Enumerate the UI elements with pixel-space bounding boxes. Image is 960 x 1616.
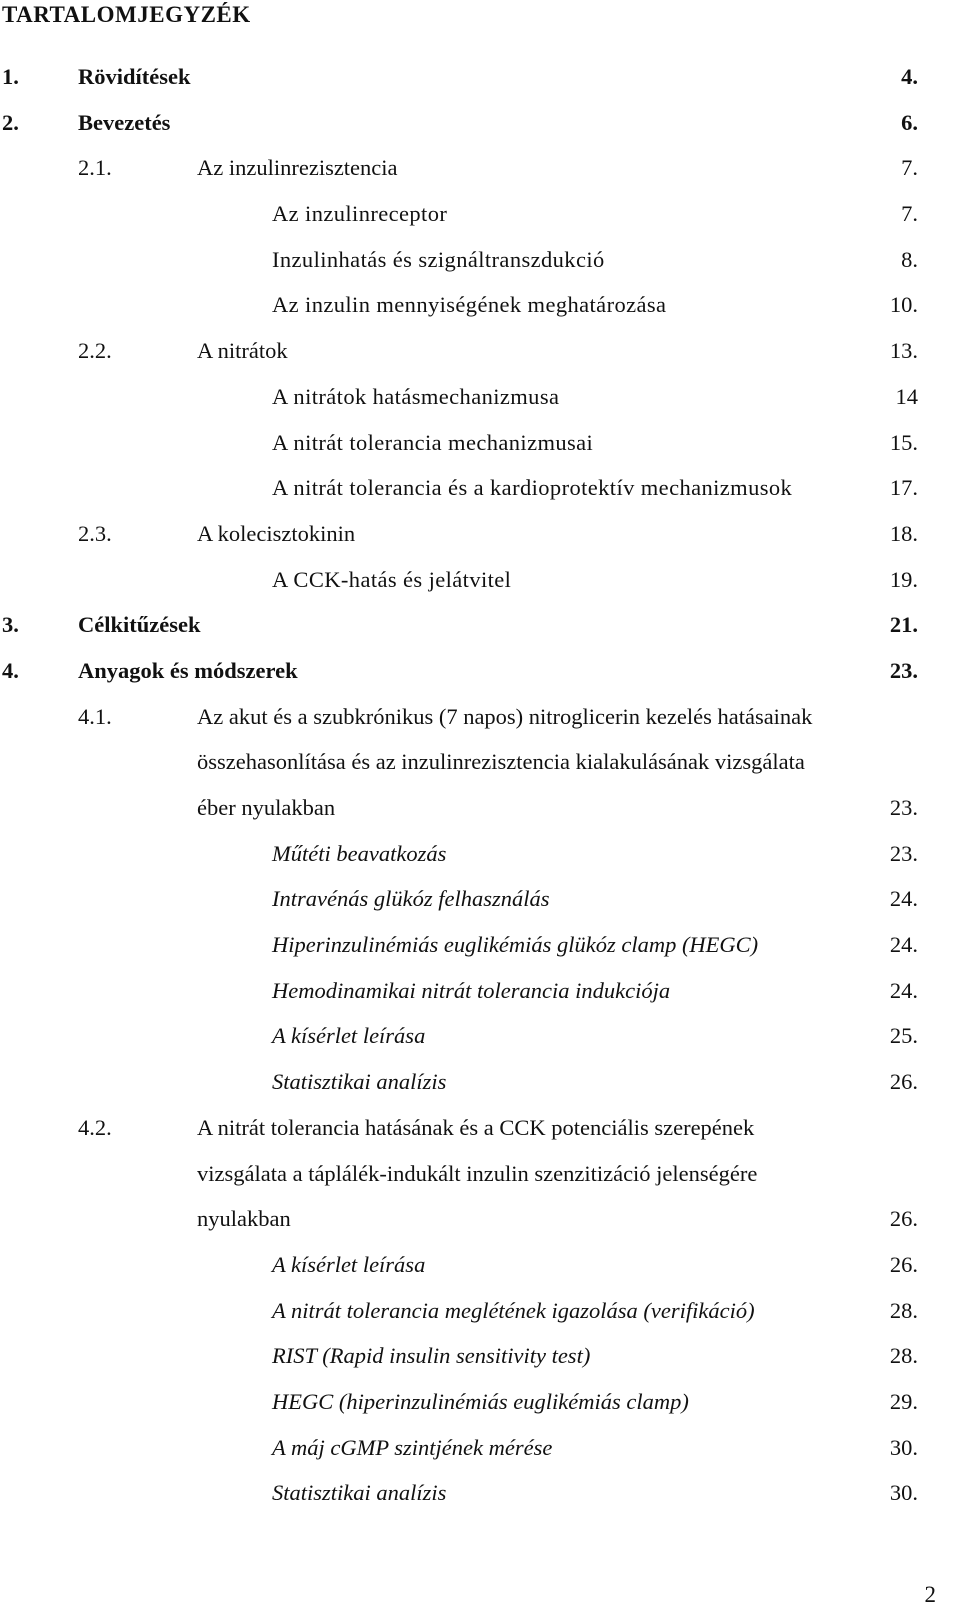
toc-entry-number: 2.1. [78,155,112,181]
toc-entry-page: 23. [889,840,918,866]
toc-entry-label: A nitrát tolerancia mechanizmusai [272,429,594,455]
toc-entry-label: Intravénás glükóz felhasználás [272,886,550,912]
toc-entry [0,100,960,146]
toc-entry-label: A nitrát tolerancia meglétének igazolása (verifikáció) [272,1297,755,1323]
toc-entry-label: A máj cGMP szintjének mérése [272,1434,553,1460]
toc-entry-page: 23. [889,657,918,683]
toc-entry [0,1196,960,1242]
toc-entry [0,876,960,922]
toc-entry-page: 26. [889,1251,918,1277]
toc-entry-page: 28. [889,1297,918,1323]
toc-entry-page: 26. [889,1206,918,1232]
toc-entry-label: A kísérlet leírása [272,1251,426,1277]
toc-entry-label: A nitrát tolerancia és a kardioprotektív mechanizmusok [272,475,793,501]
toc-entry-label: Műtéti beavatkozás [272,840,447,866]
toc-entry-label: Hiperinzulinémiás euglikémiás glükóz clamp (HEGC) [272,932,759,958]
toc-entry-label: Hemodinamikai nitrát tolerancia indukciója [272,977,671,1003]
toc-entry-page: 14 [895,383,918,409]
toc-entry-number: 2. [2,109,19,135]
page-title: TARTALOMJEGYZÉK [2,2,251,27]
toc-entry [0,282,960,328]
toc-entry-label: A nitrátok hatásmechanizmusa [272,383,560,409]
toc-entry-label: Célkitűzések [78,612,201,638]
toc-entry-page: 19. [889,566,918,592]
toc-entry-page: 23. [889,795,918,820]
toc-entry-number: 2.3. [78,520,112,546]
toc-entry-page: 7. [901,201,918,227]
toc-entry [0,374,960,420]
toc-entry-page: 15. [889,429,918,455]
toc-entry [0,602,960,648]
toc-entry-page: 18. [889,520,918,546]
toc-entry-page: 24. [889,977,918,1003]
toc-entry-label: Az inzulinrezisztencia [197,155,398,181]
toc-entry [0,465,960,511]
toc-entry-page: 6. [901,109,918,135]
toc-entry-page: 7. [901,155,918,181]
toc-entry-page: 8. [901,246,918,272]
toc-entry-page: 26. [889,1069,918,1095]
toc-entry-label: vizsgálata a táplálék-indukált inzulin szenzitizáció jelenségére [197,1160,758,1186]
toc-entry-number: 4. [2,657,19,683]
toc-entry-page: 10. [889,292,918,318]
toc-entry-label: összehasonlítása és az inzulinrezisztencia kialakulásának vizsgálata [197,749,805,775]
toc-entry [0,1288,960,1334]
toc-entry-label: Statisztikai analízis [272,1069,447,1095]
toc-entry [0,785,960,831]
toc-entry [0,1105,960,1151]
toc-entry [0,1470,960,1516]
page-number: 2 [924,1582,936,1607]
toc-entry-number: 4.2. [78,1114,112,1140]
toc-entry-label: Az inzulinreceptor [272,201,448,227]
toc-entry [0,557,960,603]
toc-entry-label: nyulakban [197,1206,291,1232]
toc-entry-label: Rövidítések [78,64,191,89]
toc-entry [0,145,960,191]
toc-entry [0,694,960,740]
toc-entry [0,1333,960,1379]
toc-entry [0,922,960,968]
toc-entry-page: 17. [889,475,918,501]
toc-entry-label: RIST (Rapid insulin sensitivity test) [272,1343,591,1369]
toc-entry [0,648,960,694]
toc-entry [0,968,960,1014]
toc-entry-label: Inzulinhatás és szignáltranszdukció [272,246,605,272]
toc-entry [0,1059,960,1105]
toc-entry [0,191,960,237]
toc-entry-page: 30. [889,1434,918,1460]
toc-entry [0,1242,960,1288]
toc-entry-page: 24. [889,932,918,958]
toc-entry-page: 24. [889,886,918,912]
toc-entry [0,511,960,557]
toc-entry-number: 3. [2,612,19,638]
toc-entry-number: 1. [2,64,19,89]
toc-entry [0,328,960,374]
toc-entry-label: A kísérlet leírása [272,1023,426,1049]
toc-entry-label: A CCK-hatás és jelátvitel [272,566,512,592]
toc-entry-label: Az akut és a szubkrónikus (7 napos) nitroglicerin kezelés hatásainak [197,703,813,729]
toc-entry-page: 29. [889,1388,918,1414]
toc-entry-number: 4.1. [78,703,112,729]
toc-entry-number: 2.2. [78,338,112,364]
toc-entry-page: 30. [889,1480,918,1506]
toc-entry-label: Anyagok és módszerek [78,657,298,683]
toc-entry [0,1151,960,1197]
toc-entry-label: Statisztikai analízis [272,1480,447,1506]
toc-entry-label: A nitrát tolerancia hatásának és a CCK potenciális szerepének [197,1114,755,1140]
toc-entry [0,237,960,283]
toc-entry-label: HEGC (hiperinzulinémiás euglikémiás clamp) [272,1388,689,1414]
toc-entry-page: 4. [901,64,918,89]
table-of-contents [0,54,960,1516]
toc-entry [0,739,960,785]
toc-entry-label: A kolecisztokinin [197,520,356,546]
toc-entry [0,1013,960,1059]
toc-entry-label: Az inzulin mennyiségének meghatározása [272,292,667,318]
toc-entry-page: 13. [889,338,918,364]
toc-entry [0,54,960,100]
toc-entry-page: 28. [889,1343,918,1369]
toc-entry [0,831,960,877]
toc-entry-page: 21. [889,612,918,638]
toc-entry-label: Bevezetés [78,109,171,135]
toc-entry [0,1379,960,1425]
toc-entry [0,1425,960,1471]
toc-entry-label: A nitrátok [197,338,288,364]
toc-entry-label: éber nyulakban [197,795,336,820]
toc-entry-page: 25. [889,1023,918,1049]
toc-entry [0,420,960,466]
